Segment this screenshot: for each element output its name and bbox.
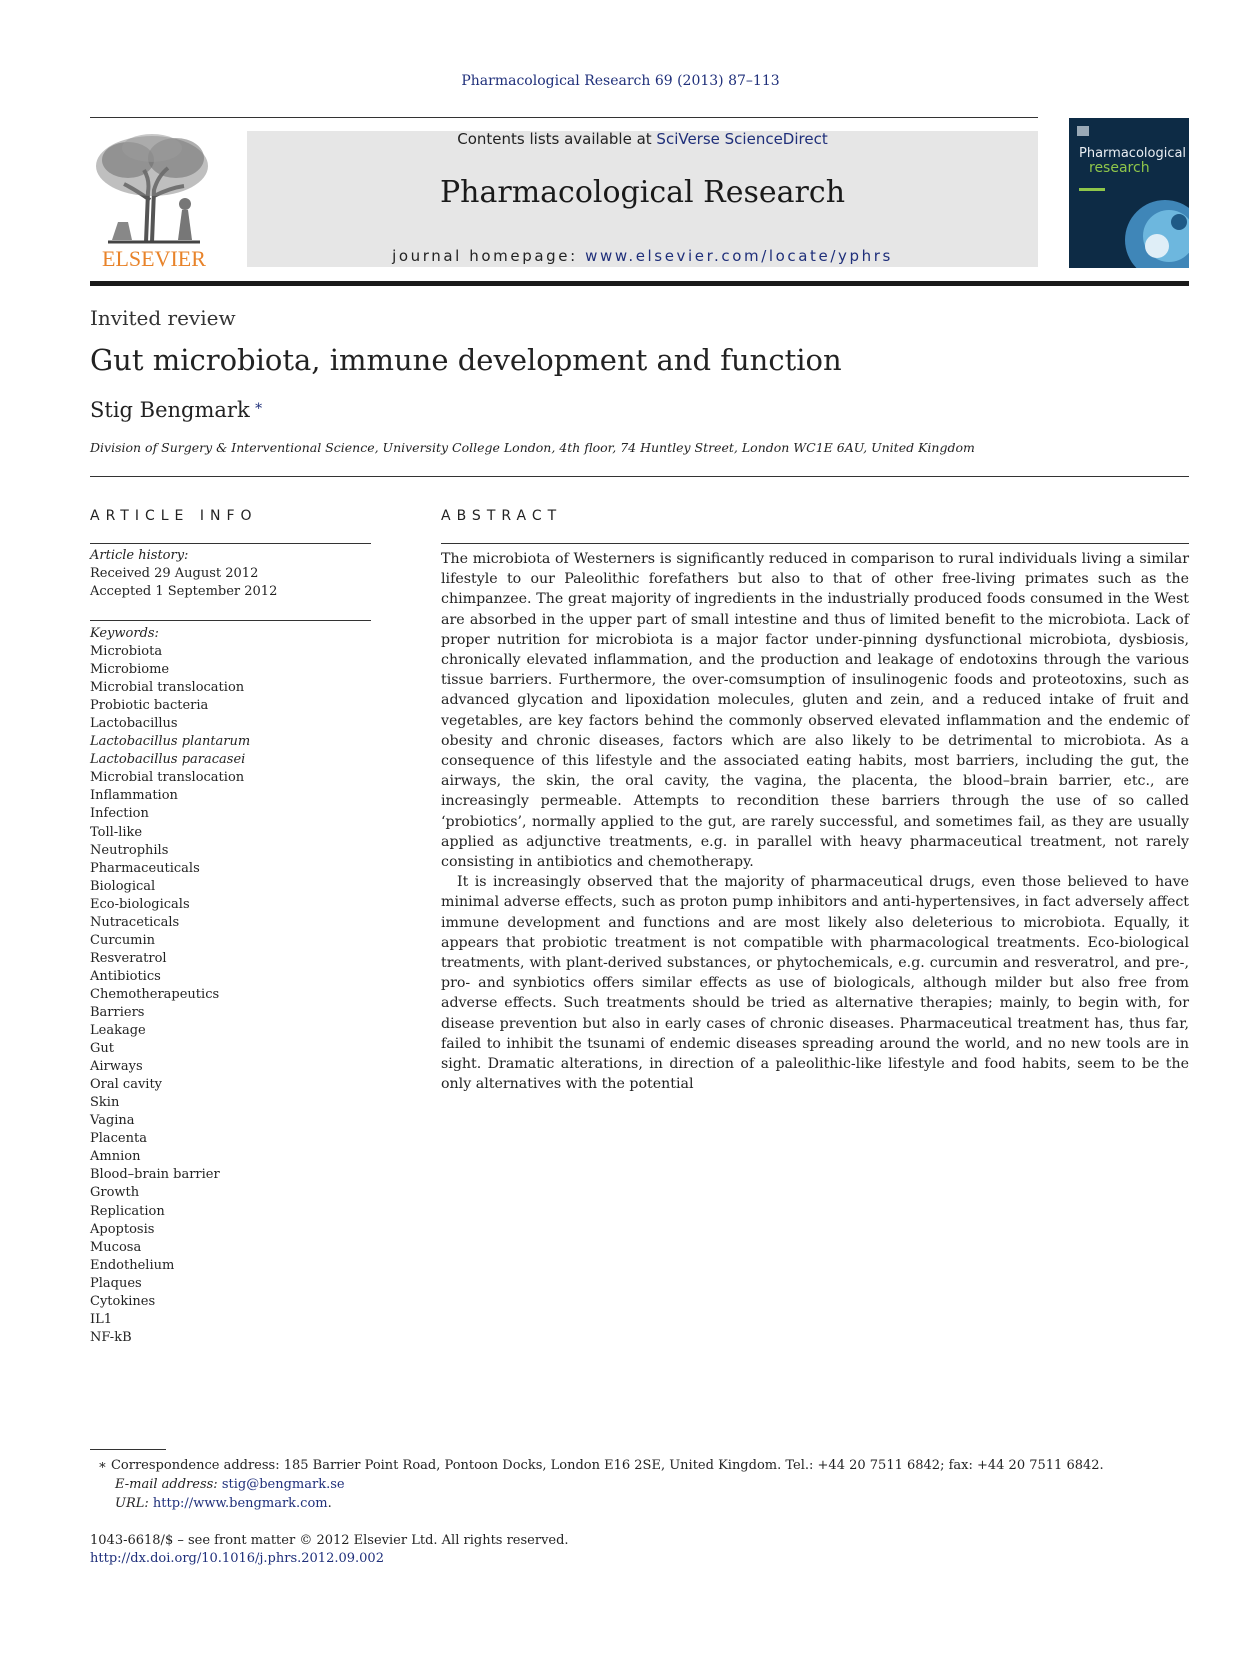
article-info-rule [90,543,371,544]
keyword: Microbiome [90,662,170,678]
article-type: Invited review [90,306,236,330]
issn-line: 1043-6618/$ – see front matter © 2012 Elsevier Ltd. All rights reserved. [90,1533,569,1548]
keyword: Plaques [90,1275,142,1291]
email-label: E-mail address: [115,1477,218,1492]
journal-cover[interactable] [1069,118,1189,268]
keyword: Amnion [90,1149,141,1165]
elsevier-wordmark: ELSEVIER [102,246,206,271]
keyword: Skin [90,1095,120,1111]
keyword: Apoptosis [90,1221,155,1237]
keyword: Growth [90,1185,140,1201]
keyword: Inflammation [90,788,178,804]
article-history [90,547,277,601]
keyword: Eco-biologicals [90,896,190,912]
keywords-label: Keywords: [90,626,159,641]
keyword: Replication [90,1203,165,1219]
front-matter [90,1532,569,1568]
keyword: Lactobacillus plantarum [90,734,251,750]
footnote-url-line [98,1494,1104,1513]
keyword: Cytokines [90,1293,156,1309]
footnote-email-line [98,1475,1104,1494]
correspondence-footnote [98,1456,1104,1513]
keyword: Oral cavity [90,1077,163,1093]
journal-citation[interactable]: Pharmacological Research 69 (2013) 87–113 [461,73,780,89]
cover-title-line1: Pharmacological [1079,146,1187,161]
keyword: Blood–brain barrier [90,1167,220,1183]
cover-title-line2: research [1089,160,1150,176]
header-top-rule [90,117,1038,118]
keyword: Lactobacillus paracasei [90,752,246,768]
author-line [90,398,263,422]
correspondence-address: Correspondence address: 185 Barrier Point Road, Pontoon Docks, London E16 2SE, United Kingdom. Tel.: +44 20 7511 6842; fax: +44 20 7511 6842. [110,1458,1104,1473]
keyword: Lactobacillus [90,716,178,732]
elsevier-logo [88,130,220,270]
abstract-paragraph: It is increasingly observed that the majority of pharmaceutical drugs, even those believed to have minimal adverse effects, such as proton pump inhibitors and anti-hypertensives, in fact adversely affect immune development and functions and are most likely also deleterious to microbiota. Equally, it appears that probiotic treatment is not compatible with pharmacological treatments. Eco-biological treatments, with plant-derived substances, or phytochemicals, e.g. curcumin and resveratrol, and pre-, pro- and synbiotics offers similar effects as use of biologicals, although milder but also free from adverse effects. Such treatments should be tried as alternative therapies; mainly, to begin with, for disease prevention but also in early cases of chronic diseases. Pharmaceutical treatment has, thus far, failed to inhibit the tsunami of endemic diseases spreading around the world, and no new tools are in sight. Dramatic alterations, in direction of a paleolithic-like lifestyle and food habits, seem to be the only alternatives with the potential [441,874,1189,1093]
keyword: NF-kB [90,1329,132,1345]
email-link[interactable]: stig@bengmark.se [221,1477,345,1492]
footnote-correspondence-line [98,1456,1104,1475]
keyword: Biological [90,878,156,894]
history-label: Article history: [90,548,189,563]
doi-link[interactable]: http://dx.doi.org/10.1016/j.phrs.2012.09.002 [90,1551,384,1566]
keyword: Microbial translocation [90,680,245,696]
contents-line [247,130,1038,148]
homepage-link[interactable]: www.elsevier.com/locate/yphrs [585,247,893,265]
abstract-rule [441,543,1189,544]
keywords-rule [90,620,371,621]
keywords-list [90,625,250,1347]
correspondence-mark-link[interactable]: ∗ [253,398,264,414]
keyword: Chemotherapeutics [90,986,220,1002]
keyword: Neutrophils [90,842,169,858]
keyword: Microbiota [90,644,163,660]
abstract-heading: ABSTRACT [441,508,563,524]
homepage-prefix: journal homepage: [392,247,586,265]
footnote-mark: ∗ [98,1458,107,1473]
author-affiliation: Division of Surgery & Interventional Science, University College London, 4th floor, 74 Huntley Street, London WC1E 6AU, United Kingdom [90,440,975,455]
keyword: Nutraceticals [90,914,180,930]
sciencedirect-link[interactable]: SciVerse ScienceDirect [656,130,828,148]
keyword: IL1 [90,1311,113,1327]
header-thick-rule [90,281,1189,286]
journal-homepage [247,247,1038,265]
keyword: Microbial translocation [90,770,245,786]
keyword: Gut [90,1041,114,1057]
keyword: Leakage [90,1023,146,1039]
keyword: Pharmaceuticals [90,860,200,876]
accepted-date: Accepted 1 September 2012 [90,584,278,599]
contents-prefix: Contents lists available at [457,130,657,148]
received-date: Received 29 August 2012 [90,566,259,581]
elsevier-tree-icon [88,130,220,246]
abstract-body [441,549,1189,1094]
url-suffix: . [327,1496,332,1511]
keyword: Vagina [90,1113,135,1129]
abstract-paragraph: The microbiota of Westerners is significantly reduced in comparison to rural individuals living a similar lifestyle to our Paleolithic forefathers but also to that of other free-living primates such as the chimpanzee. The great majority of ingredients in the industrially produced foods consumed in the West are absorbed in the upper part of small intestine and thus of limited benefit to the microbiota. Lack of proper nutrition for microbiota is a major factor under-pinning dysfunctional microbiota, dysbiosis, chronically elevated inflammation, and the production and leakage of endotoxins through the various tissue barriers. Furthermore, the over-comsumption of insulinogenic foods and proteotoxins, such as advanced glycation and lipoxidation molecules, gluten and zein, and a reduced intake of fruit and vegetables, are key factors behind the commonly observed elevated inflammation and the endemic of obesity and chronic diseases, factors which are also likely to be detrimental to microbiota. As a consequence of this lifestyle and the associated eating habits, most barriers, including the gut, the airways, the skin, the oral cavity, the vagina, the placenta, the blood–brain barrier, etc., are increasingly permeable. Attempts to recondition these barriers through the use of so called ‘probiotics’, normally applied to the gut, are rarely successful, and sometimes fail, as they are usually applied as adjunctive treatments, e.g. in parallel with heavy pharmaceutical treatment, not rarely consisting in antibiotics and chemotherapy. [441,551,1189,871]
homepage-url-link[interactable]: http://www.bengmark.com [152,1496,328,1511]
keyword: Endothelium [90,1257,175,1273]
author-name: Stig Bengmark [90,398,250,422]
keyword: Airways [90,1059,143,1075]
article-info-heading: ARTICLE INFO [90,508,258,524]
keyword: Barriers [90,1004,145,1020]
journal-title: Pharmacological Research [439,175,846,210]
cover-art-icon [1069,118,1189,268]
cover-title [1079,146,1186,176]
keyword: Infection [90,806,149,822]
heading-divider [90,476,1189,477]
keyword: Probiotic bacteria [90,698,209,714]
keyword: Toll-like [90,824,143,840]
keyword: Antibiotics [90,968,161,984]
keyword: Mucosa [90,1239,142,1255]
article-title: Gut microbiota, immune development and function [90,343,842,377]
keyword: Resveratrol [90,950,167,966]
keyword: Curcumin [90,932,156,948]
footnote-rule [90,1449,166,1450]
url-label: URL: [115,1496,149,1511]
keyword: Placenta [90,1131,147,1147]
